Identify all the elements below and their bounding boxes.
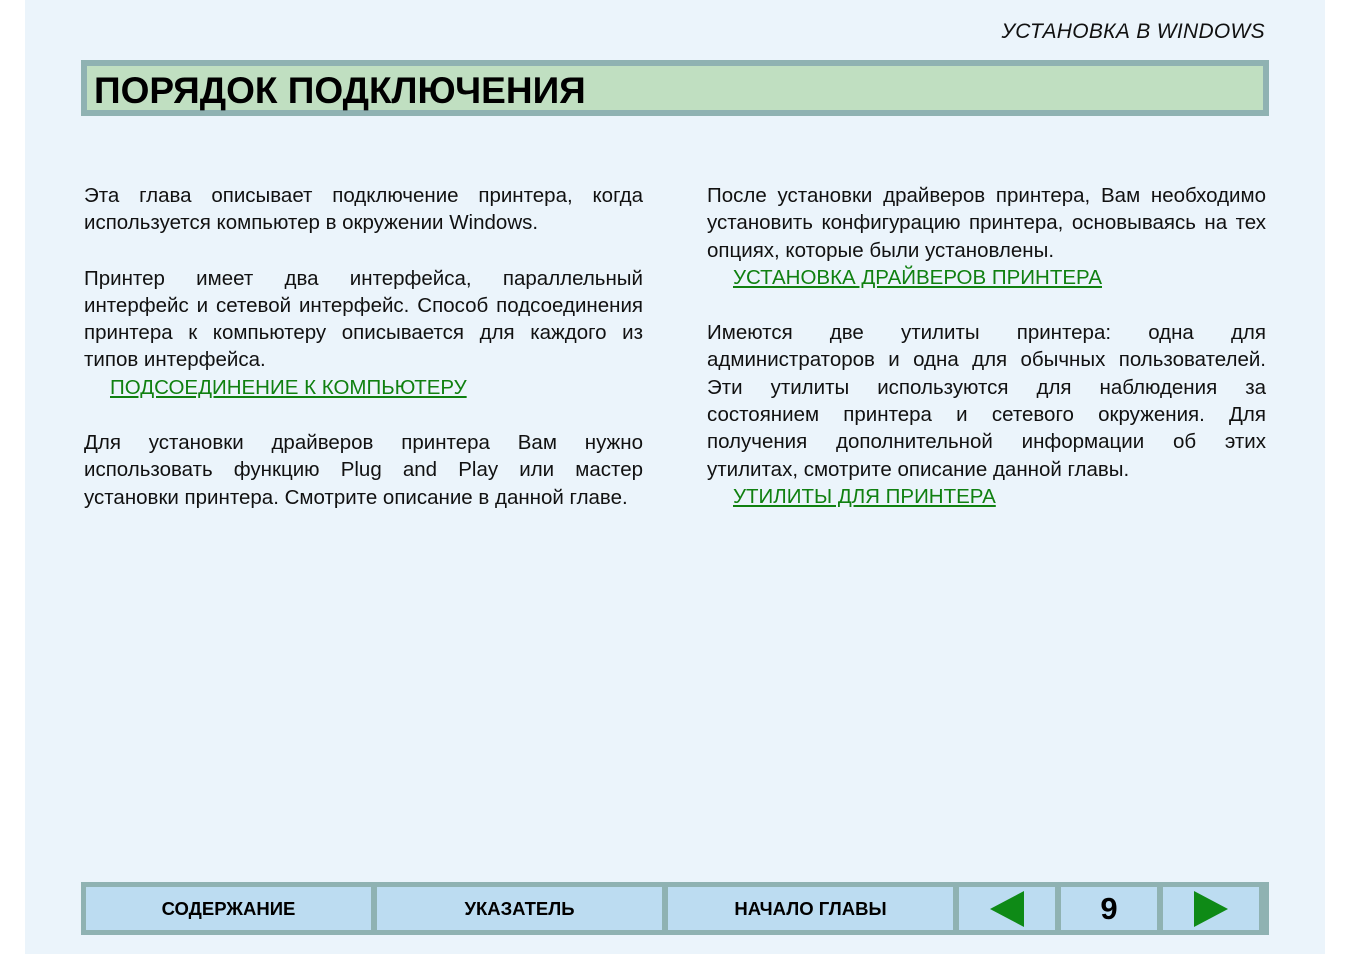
- link-install-drivers[interactable]: УСТАНОВКА ДРАЙВЕРОВ ПРИНТЕРА: [733, 265, 1102, 289]
- arrow-right-icon: [1194, 891, 1228, 927]
- section-header: УСТАНОВКА В WINDOWS: [1001, 20, 1265, 43]
- link-printer-utilities[interactable]: УТИЛИТЫ ДЛЯ ПРИНТЕРА: [733, 484, 996, 508]
- page: [25, 0, 1325, 954]
- page-number: 9: [1061, 887, 1157, 930]
- left-column: [84, 182, 643, 511]
- right-column: [707, 182, 1266, 510]
- next-page-button[interactable]: [1163, 887, 1259, 930]
- paragraph-intro: Эта глава описывает подключение принтера, когда используется компьютер в окружении Windows.: [84, 184, 643, 235]
- arrow-left-icon: [990, 891, 1024, 927]
- previous-page-button[interactable]: [959, 887, 1055, 930]
- page-title: ПОРЯДОК ПОДКЛЮЧЕНИЯ: [94, 70, 586, 111]
- paragraph-interfaces: Принтер имеет два интерфейса, параллельный интерфейс и сетевой интерфейс. Способ подсоединения принтера к компьютеру описывается для каждого из типов интерфейса.: [84, 266, 643, 372]
- paragraph-configuration: После установки драйверов принтера, Вам необходимо установить конфигурацию принтера, основываясь на тех опциях, которые были установлены.: [707, 184, 1266, 262]
- paragraph-drivers: Для установки драйверов принтера Вам нужно использовать функцию Plug and Play или мастер установки принтера. Смотрите описание в данной главе.: [84, 431, 643, 509]
- index-button[interactable]: УКАЗАТЕЛЬ: [377, 887, 662, 930]
- link-connect-computer[interactable]: ПОДСОЕДИНЕНИЕ К КОМПЬЮТЕРУ: [110, 375, 467, 399]
- paragraph-utilities: Имеются две утилиты принтера: одна для администраторов и одна для обычных пользователей. Эти утилиты используются для наблюдения за состоянием принтера и сетевого окружения. Для получения дополнительной информации об этих утилитах, смотрите описание данной главы.: [707, 321, 1266, 481]
- bottom-navigation: [81, 882, 1269, 935]
- contents-button[interactable]: СОДЕРЖАНИЕ: [86, 887, 371, 930]
- chapter-start-button[interactable]: НАЧАЛО ГЛАВЫ: [668, 887, 953, 930]
- title-bar: [81, 60, 1269, 116]
